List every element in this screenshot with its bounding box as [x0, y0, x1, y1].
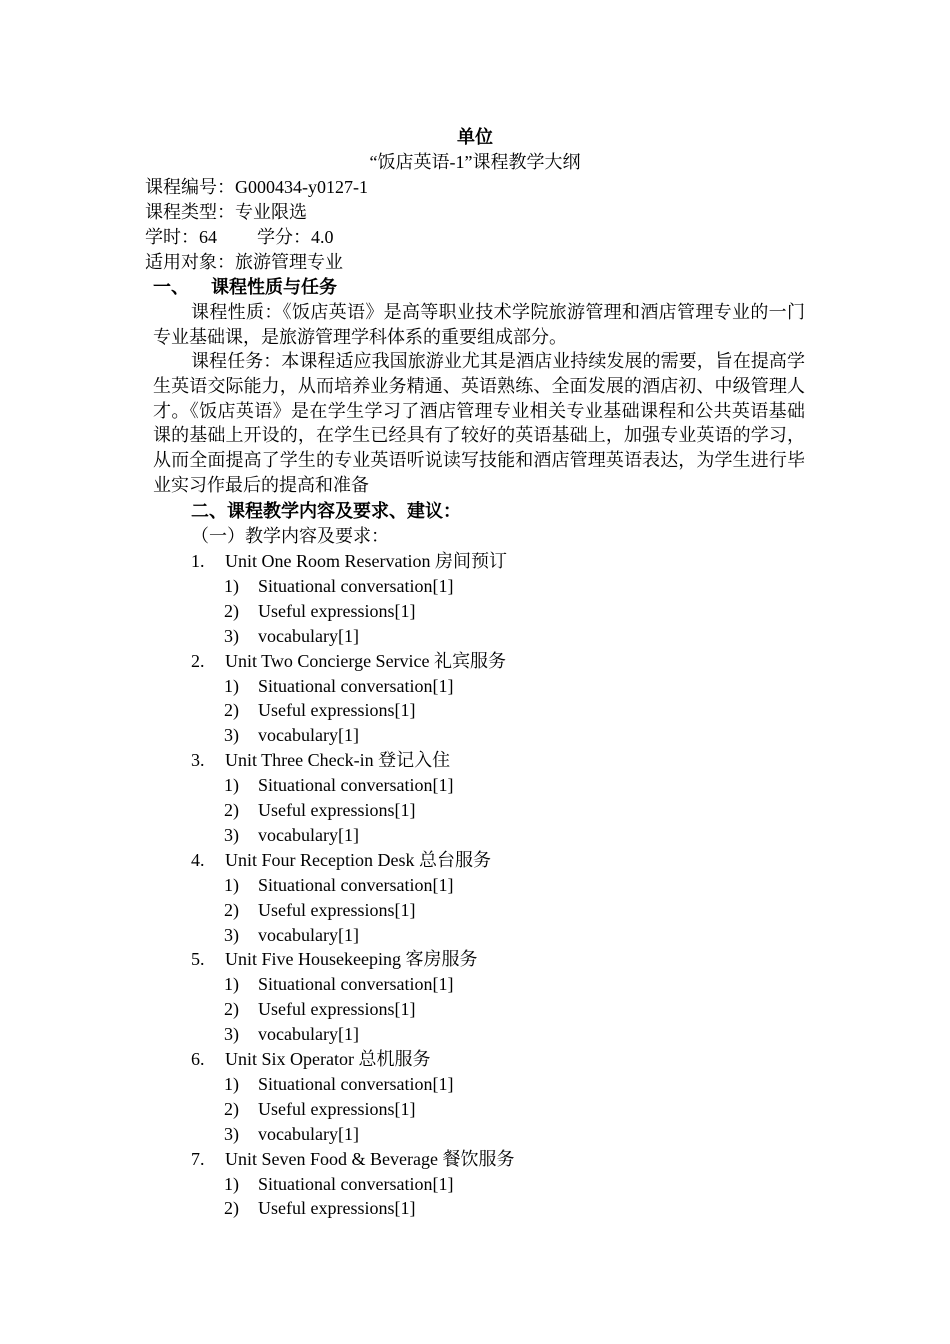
subitem-number: 2)	[224, 700, 239, 721]
unit-subitem	[224, 574, 453, 598]
subitem-number: 2)	[224, 1098, 239, 1119]
unit-subitem	[224, 898, 415, 922]
course-audience: 适用对象：旅游管理专业	[145, 252, 343, 272]
subitem-number: 1)	[224, 1173, 239, 1194]
unit-number: 2.	[191, 650, 205, 671]
subitem-number: 3)	[224, 1024, 239, 1045]
unit-title	[191, 649, 506, 673]
unit-number: 4.	[191, 849, 205, 870]
subitem-text: Situational conversation[1]	[258, 974, 454, 995]
subitem-number: 2)	[224, 600, 239, 621]
subitem-number: 1)	[224, 1073, 239, 1094]
subitem-number: 1)	[224, 575, 239, 596]
unit-number: 5.	[191, 949, 205, 970]
unit-subitem	[224, 997, 415, 1021]
unit-subitem	[224, 972, 453, 996]
unit-subitem	[224, 873, 453, 897]
unit-title-text: Unit Two Concierge Service 礼宾服务	[225, 650, 507, 671]
unit-subitem	[224, 1072, 453, 1096]
subitem-number: 1)	[224, 874, 239, 895]
course-hours: 学时：64	[145, 227, 217, 247]
course-nature-paragraph: 课程性质：《饭店英语》是高等职业技术学院旅游管理和酒店管理专业的一门专业基础课，是旅游管理学科体系的重要组成部分。	[153, 302, 805, 347]
subitem-number: 1)	[224, 974, 239, 995]
unit-subitem	[224, 1196, 415, 1220]
subitem-number: 3)	[224, 924, 239, 945]
subitem-text: vocabulary[1]	[258, 1123, 359, 1144]
subitem-text: Situational conversation[1]	[258, 1173, 454, 1194]
subitem-number: 1)	[224, 675, 239, 696]
unit-subitem	[224, 1022, 359, 1046]
subitem-number: 1)	[224, 775, 239, 796]
subitem-number: 2)	[224, 800, 239, 820]
subitem-number: 3)	[224, 625, 239, 646]
subitem-text: Useful expressions[1]	[258, 1198, 416, 1219]
unit-subitem	[224, 773, 453, 797]
unit-title-text: Unit Six Operator 总机服务	[225, 1049, 431, 1069]
unit-subitem	[224, 923, 359, 947]
unit-title-text: Unit Seven Food & Beverage 餐饮服务	[225, 1148, 515, 1169]
unit-subitem	[224, 823, 359, 847]
unit-number: 7.	[191, 1148, 205, 1169]
unit-number: 1.	[191, 551, 205, 571]
subitem-text: vocabulary[1]	[258, 824, 359, 845]
subitem-number: 2)	[224, 999, 239, 1020]
subitem-number: 3)	[224, 1123, 239, 1144]
subitem-text: vocabulary[1]	[258, 625, 359, 646]
unit-title	[191, 549, 507, 573]
subitem-number: 3)	[224, 824, 239, 845]
subitem-text: Useful expressions[1]	[258, 899, 416, 920]
unit-title	[191, 848, 491, 872]
unit-label: 单位	[457, 127, 493, 147]
section-2-subheading: （一）教学内容及要求：	[191, 526, 389, 546]
subitem-text: Situational conversation[1]	[258, 874, 454, 895]
subitem-text: vocabulary[1]	[258, 1024, 359, 1045]
subitem-number: 2)	[224, 1198, 239, 1219]
unit-subitem	[224, 698, 415, 722]
subitem-text: Useful expressions[1]	[258, 800, 416, 820]
unit-subitem	[224, 1172, 453, 1196]
unit-title-text: Unit Four Reception Desk 总台服务	[225, 849, 491, 870]
subitem-text: Useful expressions[1]	[258, 999, 416, 1020]
subitem-number: 3)	[224, 725, 239, 746]
course-hours-credits	[145, 225, 334, 249]
unit-title	[191, 1047, 430, 1071]
subitem-text: Situational conversation[1]	[258, 675, 454, 696]
course-type: 课程类型：专业限选	[145, 202, 307, 222]
unit-subitem	[224, 1097, 415, 1121]
unit-title-text: Unit Three Check-in 登记入住	[225, 750, 451, 771]
subitem-text: Useful expressions[1]	[258, 1098, 416, 1119]
section-1-title: 课程性质与任务	[211, 277, 337, 297]
unit-title-text: Unit Five Housekeeping 客房服务	[225, 949, 478, 970]
section-1-heading	[153, 275, 337, 299]
unit-subitem	[224, 599, 415, 623]
unit-subitem	[224, 1122, 359, 1146]
unit-title	[191, 748, 450, 772]
subitem-text: vocabulary[1]	[258, 725, 359, 746]
subitem-text: Situational conversation[1]	[258, 1073, 454, 1094]
subitem-text: Useful expressions[1]	[258, 600, 416, 621]
subitem-text: Situational conversation[1]	[258, 575, 454, 596]
course-code: 课程编号：G000434-y0127-1	[145, 177, 368, 197]
unit-title	[191, 1147, 514, 1171]
unit-subitem	[224, 674, 453, 698]
course-credits: 学分：4.0	[257, 227, 334, 247]
unit-number: 6.	[191, 1049, 205, 1069]
unit-subitem	[224, 624, 359, 648]
unit-title	[191, 947, 477, 971]
subitem-number: 2)	[224, 899, 239, 920]
course-task-paragraph: 课程任务：本课程适应我国旅游业尤其是酒店业持续发展的需要，旨在提高学生英语交际能力，从而培养业务精通、英语熟练、全面发展的酒店初、中级管理人才。《饭店英语》是在学生学习了酒店管理专业相关专业基础课程和公共英语基础课的基础上开设的，在学生已经具有了较好的英语基础上，加强专业英语的学习，从而全面提高了学生的专业英语听说读写技能和酒店管理英语表达，为学生进行毕业实习作最后的提高和准备	[153, 351, 805, 495]
unit-title-text: Unit One Room Reservation 房间预订	[225, 551, 507, 571]
unit-subitem	[224, 723, 359, 747]
unit-subitem	[224, 798, 415, 822]
section-2-heading: 二、课程教学内容及要求、建议：	[191, 501, 461, 521]
subitem-text: Useful expressions[1]	[258, 700, 416, 721]
subitem-text: vocabulary[1]	[258, 924, 359, 945]
subitem-text: Situational conversation[1]	[258, 775, 454, 796]
unit-number: 3.	[191, 750, 205, 771]
document-title: “饭店英语-1”课程教学大纲	[369, 152, 581, 172]
section-1-number: 一、	[153, 277, 189, 297]
